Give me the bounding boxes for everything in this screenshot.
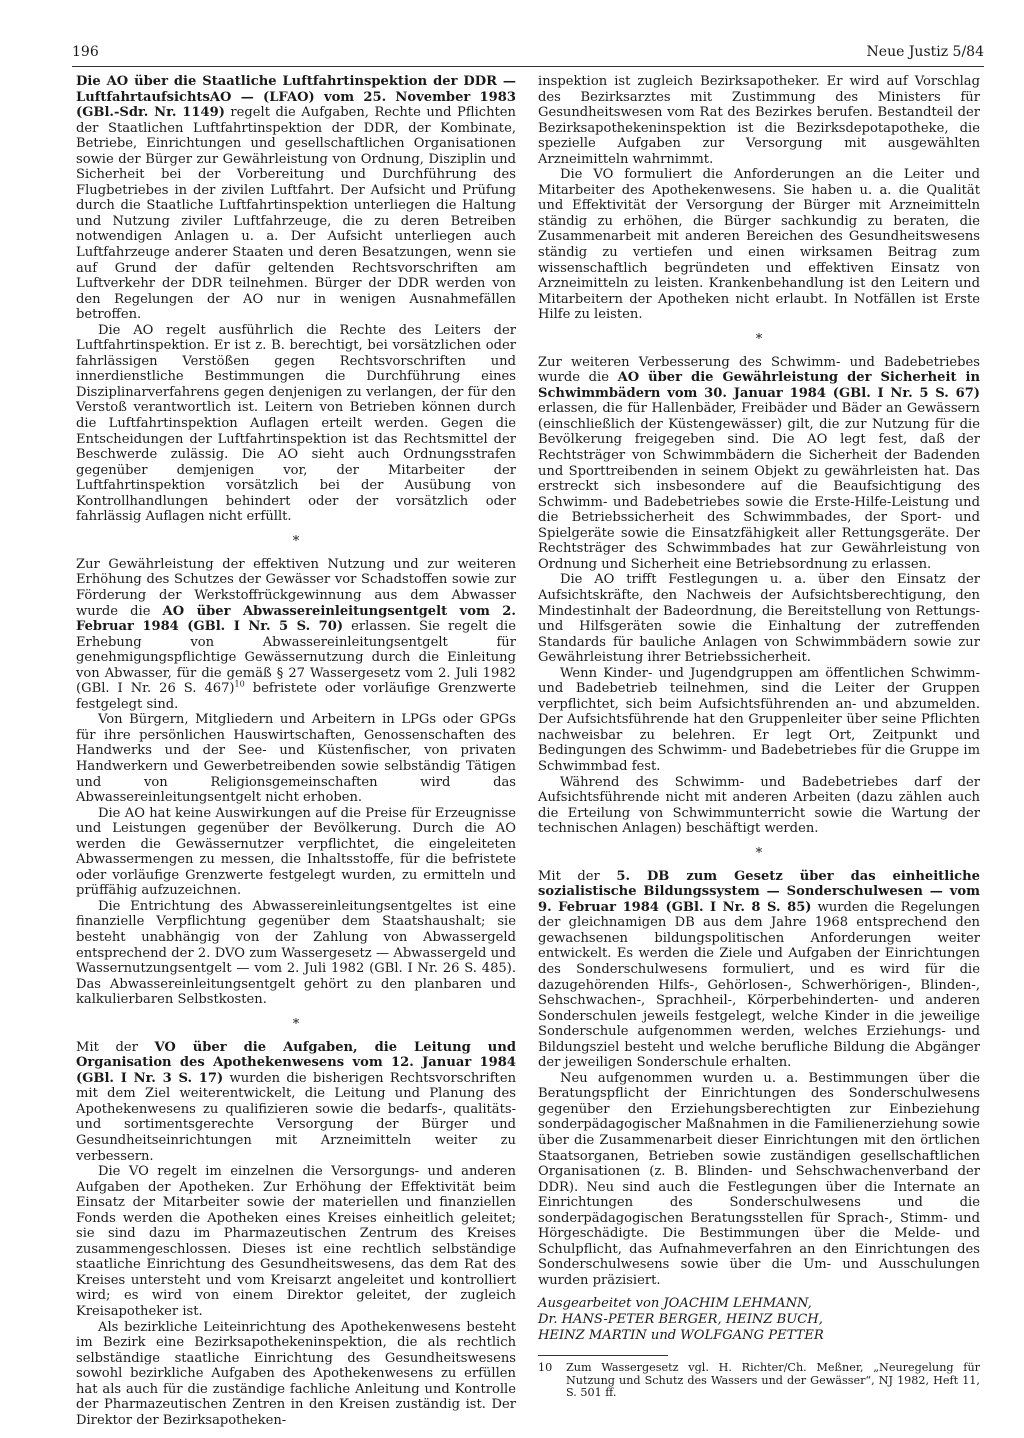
paragraph-text: wurden die Regelungen der gleichnamigen DB aus dem Jahre 1968 entsprechend den gewachsenen bildungspolitischen Anforderungen weiter entwickelt. Es werden die Ziele und Aufgaben der Einrichtungen des Sonderschulwesens formuliert, und es wird für die dazugehörenden Hilfs-, Gehörlosen-, Schwerhörigen-, Blinden-, Sehschwachen-, Sprachheil-, Körperbehinderten- und anderen Sonderschulen jeweils festgelegt, welche Kinder in die jeweilige Sonderschule aufgenommen werden, welches Erziehungs- und Bildungsziel besteht und welche berufliche Bildung die Abgänger der jeweiligen Sonderschule erhalten. bbox=[538, 899, 980, 1071]
paragraph bbox=[76, 74, 516, 323]
left-column bbox=[76, 74, 516, 1428]
paragraph-text: erlassen, die für Hallenbäder, Freibäder und Bäder an Gewässern (einschließlich der Küstengewässer) gilt, die zur Nutzung für die Bevölkerung freigegeben sind. Die AO legt fest, daß der Rechtsträger von Schwimmbädern die Sicherheit der Badenden und Sporttreibenden in seinem Objekt zu gewährleisten hat. Das erstreckt sich insbesondere auf die Beaufsichtigung des Schwimm- und Badebetriebes sowie die Erste-Hilfe-Leistung und die Betriebssicherheit des Schwimmbades, der Sport- und Spielgeräte sowie die Einsatzfähigkeit aller Rettungsgeräte. Der Rechtsträger des Schwimmbades hat zur Gewährleistung von Ordnung und Sicherheit eine Betriebsordnung zu erlassen. bbox=[538, 401, 980, 572]
paragraph: Die Entrichtung des Abwassereinleitungsentgeltes ist eine finanzielle Verpflichtung gegenüber dem Staatshaushalt; sie besteht unabhängig von der Zahlung von Abwassergeld entsprechend der 2. DVO zum Wassergesetz — Abwassergeld und Wassernutzungsentgelt — vom 2. Juli 1982 (GBl. I Nr. 26 S. 485). Das Abwassereinleitungsentgelt gehört zu den planbaren und kalkulierbaren Selbstkosten. bbox=[76, 898, 516, 1008]
paragraph-text: erlassen. Sie regelt die Erhebung von Abwassereinleitungsentgelt für genehmigungspflichtige Gewässernutzung durch die Einleitung von Abwasser, für die gemäß § 27 Wassergesetz vom 2. Juli 1982 (GBl. I Nr. 26 S. 467) bbox=[76, 619, 516, 697]
author-line: HEINZ MARTIN und WOLFGANG PETTER bbox=[538, 1327, 824, 1343]
author-credits bbox=[538, 1296, 980, 1343]
paragraph: Die VO formuliert die Anforderungen an die Leiter und Mitarbeiter des Apothekenwesens. Sie haben u. a. die Qualität und Effektivität der Versorgung der Bürger mit Arzneimitteln ständig zu erhöhen, die Bürger sachkundig zu beraten, die Zusammenarbeit mit anderen Bereichen des Gesundheitswesens ständig zu vertiefen und einen wirksamen Beitrag zum wissenschaftlich begründeten und effektiven Einsatz von Arzneimitteln zu leisten. Krankenbehandlung ist den Leitern und Mitarbeitern der Apotheken nicht erlaubt. In Notfällen ist Erste Hilfe zu leisten. bbox=[538, 167, 980, 323]
footnote-text: Zum Wassergesetz vgl. H. Richter/Ch. Meßner, „Neuregelung für Nutzung und Schutz des Wassers und der Gewässer“, NJ 1982, Heft 11, S. 501 ff. bbox=[566, 1361, 980, 1400]
paragraph: Wenn Kinder- und Jugendgruppen am öffentlichen Schwimm- und Badebetrieb teilnehmen, sind die Leiter der Gruppen verpflichtet, sich beim Aufsichtsführenden an- und abzumelden. Der Aufsichtsführende hat den Gruppenleiter über seine Pflichten nachweisbar zu belehren. Er legt Ort, Zeitpunkt und Bedingungen des Schwimm- und Badebetriebes für die Gruppe im Schwimmbad fest. bbox=[538, 665, 980, 774]
paragraph bbox=[538, 869, 980, 1071]
regulation-title: 5. DB zum Gesetz über das einheitliche sozialistische Bildungssystem — Sonderschulwesen — vom 9. Februar 1984 (GBl. I Nr. 8 S. 85) bbox=[538, 868, 980, 915]
section-separator: * bbox=[292, 533, 300, 549]
paragraph-text: befristete oder vorläufige Grenzwerte festgelegt sind. bbox=[76, 681, 516, 712]
paragraph bbox=[76, 557, 516, 712]
author-line: Dr. HANS-PETER BERGER, HEINZ BUCH, bbox=[538, 1312, 823, 1328]
paragraph: Als bezirkliche Leiteinrichtung des Apothekenwesens besteht im Bezirk eine Bezirksapothekeninspektion, die als rechtlich selbständige staatliche Einrichtung des Gesundheitswesens sowohl bezirkliche Aufgaben des Apothekenwesens zu erfüllen hat als auch für die zuständige fachliche Anleitung und Kontrolle der Pharmazeutischen Zentren in den Kreisen zuständig ist. Der Direktor der Bezirksapotheken- bbox=[76, 1319, 516, 1428]
regulation-title: AO über die Gewährleistung der Sicherheit in Schwimmbädern vom 30. Januar 1984 (GBl. I Nr. 5 S. 67) bbox=[538, 370, 980, 401]
footnote bbox=[538, 1362, 980, 1400]
paragraph-text: Mit der bbox=[538, 868, 617, 884]
paragraph: Die AO hat keine Auswirkungen auf die Preise für Erzeugnisse und Leistungen gegenüber der Bevölkerung. Durch die AO werden die Gewässernutzer verpflichtet, die eingeleiteten Abwassermengen zu messen, die Inhaltsstoffe, für die befristete oder vorläufige Grenzwerte festgelegt wurden, zu ermitteln und prüffähig aufzuzeichnen. bbox=[76, 805, 516, 899]
page-number: 196 bbox=[72, 44, 99, 60]
section-separator: * bbox=[755, 331, 763, 347]
footnote-divider bbox=[538, 1355, 668, 1356]
page-header bbox=[72, 44, 984, 67]
section-separator: * bbox=[755, 845, 763, 861]
regulation-title: VO über die Aufgaben, die Leitung und Organisation des Apothekenwesens vom 12. Januar 1984 (GBl. I Nr. 3 S. 17) bbox=[76, 1039, 516, 1086]
paragraph: Die AO regelt ausführlich die Rechte des Leiters der Luftfahrtinspektion. Er ist z. B. berechtigt, bei vorsätzlichen oder fahrlässigen Verstößen gegen Rechtsvorschriften und innerdienstliche Bestimmungen die Durchführung eines Disziplinarverfahrens gegen denjenigen zu verlangen, der für den Verstoß verantwortlich ist. Leitern von Betrieben können durch die Luftfahrtinspektion Auflagen erteilt werden. Gegen die Entscheidungen der Luftfahrtinspektion ist das Rechtsmittel der Beschwerde zulässig. Die AO sieht auch Ordnungsstrafen gegenüber demjenigen vor, der Mitarbeiter der Luftfahrtinspektion vorsätzlich bei der Ausübung von Kontrollhandlungen behindert oder der vorsätzlich oder fahrlässig Auflagen nicht erfüllt. bbox=[76, 322, 516, 525]
footnote-marker: 10 bbox=[234, 679, 245, 689]
footnote-number: 10 bbox=[538, 1361, 553, 1375]
paragraph bbox=[76, 1040, 516, 1164]
paragraph-text: Zur Gewährleistung der effektiven Nutzung und zur weiteren Erhöhung des Schutzes der Gewässer vor Schadstoffen sowie zur Förderung der Werkstoffrückgewinnung aus dem Abwasser wurde die bbox=[76, 556, 516, 619]
paragraph: Von Bürgern, Mitgliedern und Arbeitern in LPGs oder GPGs für ihre persönlichen Hauswirtschaften, Genossenschaften des Handwerks und der See- und Küstenfischer, von privaten Handwerkern und Gewerbetreibenden sowie selbständig Tätigen und von Religionsgemeinschaften wird das Abwassereinleitungsentgelt nicht erhoben. bbox=[76, 712, 516, 806]
regulation-title: AO über Abwassereinleitungsentgelt vom 2. Februar 1984 (GBl. I Nr. 5 S. 70) bbox=[76, 603, 516, 635]
author-line: Ausgearbeitet von JOACHIM LEHMANN, bbox=[538, 1296, 812, 1312]
paragraph-text: Mit der bbox=[76, 1039, 155, 1055]
paragraph: Während des Schwimm- und Badebetriebes darf der Aufsichtsführende nicht mit anderen Arbeiten (dazu zählen auch die Erteilung von Schwimmunterricht sowie die Wartung der technischen Anlagen) beschäftigt werden. bbox=[538, 774, 980, 837]
right-column bbox=[538, 74, 980, 1400]
paragraph-text: regelt die Aufgaben, Rechte und Pflichten der Staatlichen Luftfahrtinspektion der DDR, der Kombinate, Betriebe, Einrichtungen und gesellschaftlichen Organisationen sowie der Bürger zur Gewährleistung von Ordnung, Disziplin und Sicherheit bei der Vorbereitung und Durchführung des Flugbetriebes in der zivilen Luftfahrt. Der Aufsicht und Prüfung durch die Staatliche Luftfahrtinspektion unterliegen die Haltung und Nutzung ziviler Luftfahrzeuge, die zu deren Betreiben notwendigen Anlagen u. a. Der Aufsicht unterliegen auch Luftfahrzeuge anderer Staaten und deren Besatzungen, wenn sie auf Grund der dafür geltenden Rechtsvorschriften am Luftverkehr der DDR teilnehmen. Bürger der DDR werden von den Regelungen der AO nur in wenigen Ausnahmefällen betroffen. bbox=[76, 105, 516, 323]
paragraph-text: Zur weiteren Verbesserung des Schwimm- und Badebetriebes wurde die bbox=[538, 354, 980, 386]
paragraph: inspektion ist zugleich Bezirksapotheker. Er wird auf Vorschlag des Bezirksarztes mit Zustimmung des Ministers für Gesundheitswesen vom Rat des Bezirkes berufen. Bestandteil der Bezirksapothekeninspektion ist die Bezirksdepotapotheke, die spezielle Aufgaben zur Versorgung mit ausgewählten Arzneimitteln wahrnimmt. bbox=[538, 74, 980, 167]
regulation-title: Die AO über die Staatliche Luftfahrtinspektion der DDR — LuftfahrtaufsichtsAO — (LFAO) vom 25. November 1983 (GBl.-Sdr. Nr. 1149) bbox=[76, 74, 516, 121]
section-separator: * bbox=[292, 1016, 300, 1032]
paragraph-text: wurden die bisherigen Rechtsvorschriften mit dem Ziel weiterentwickelt, die Leitung und Planung des Apothekenwesens zu qualifizieren sowie die bedarfs-, qualitäts- und sortimentsgerechte Versorgung der Bürger und Gesundheitseinrichtungen mit Arzneimitteln weiter zu verbessern. bbox=[76, 1070, 517, 1164]
paragraph: Die AO trifft Festlegungen u. a. über den Einsatz der Aufsichtskräfte, den Nachweis der Aufsichtsberechtigung, den Mindestinhalt der Badeordnung, die Bereitstellung von Rettungs- und Hilfsgeräten sowie die Einhaltung der zutreffenden Standards für bauliche Anlagen von Schwimmbädern sowie zur Gewährleistung ihrer Betriebssicherheit. bbox=[538, 572, 980, 666]
paragraph: Die VO regelt im einzelnen die Versorgungs- und anderen Aufgaben der Apotheken. Zur Erhöhung der Effektivität beim Einsatz der Mitarbeiter sowie der materiellen und finanziellen Fonds werden die Apotheken eines Kreises einheitlich geleitet; sie sind dazu im Pharmazeutischen Zentrum des Kreises zusammengeschlossen. Dieses ist eine rechtlich selbständige staatliche Einrichtung des Gesundheitswesens, das dem Rat des Kreises untersteht und vom Kreisarzt angeleitet und kontrolliert wird; es wird von einem Direktor geleitet, der zugleich Kreisapotheker ist. bbox=[76, 1164, 516, 1320]
paragraph bbox=[538, 355, 980, 573]
paragraph: Neu aufgenommen wurden u. a. Bestimmungen über die Beratungspflicht der Einrichtungen des Sonderschulwesens gegenüber den Erziehungsberechtigten zur Einbeziehung sonderpädagogischer Maßnahmen in die Familienerziehung sowie über die Zusammenarbeit dieser Einrichtungen mit den örtlichen Staatsorganen, Betrieben sowie zuständigen gesellschaftlichen Organisationen (z. B. Blinden- und Sehschwachenverband der DDR). Neu sind auch die Festlegungen über die Internate an Einrichtungen des Sonderschulwesens und die sonderpädagogischen Beratungsstellen für Sprach-, Stimm- und Hörgeschädigte. Die Bestimmungen über die Melde- und Schulpflicht, das Aufnahmeverfahren an den Einrichtungen des Sonderschulwesens sowie über die Um- und Ausschulungen wurden präzisiert. bbox=[538, 1070, 980, 1288]
journal-reference: Neue Justiz 5/84 bbox=[866, 44, 984, 60]
